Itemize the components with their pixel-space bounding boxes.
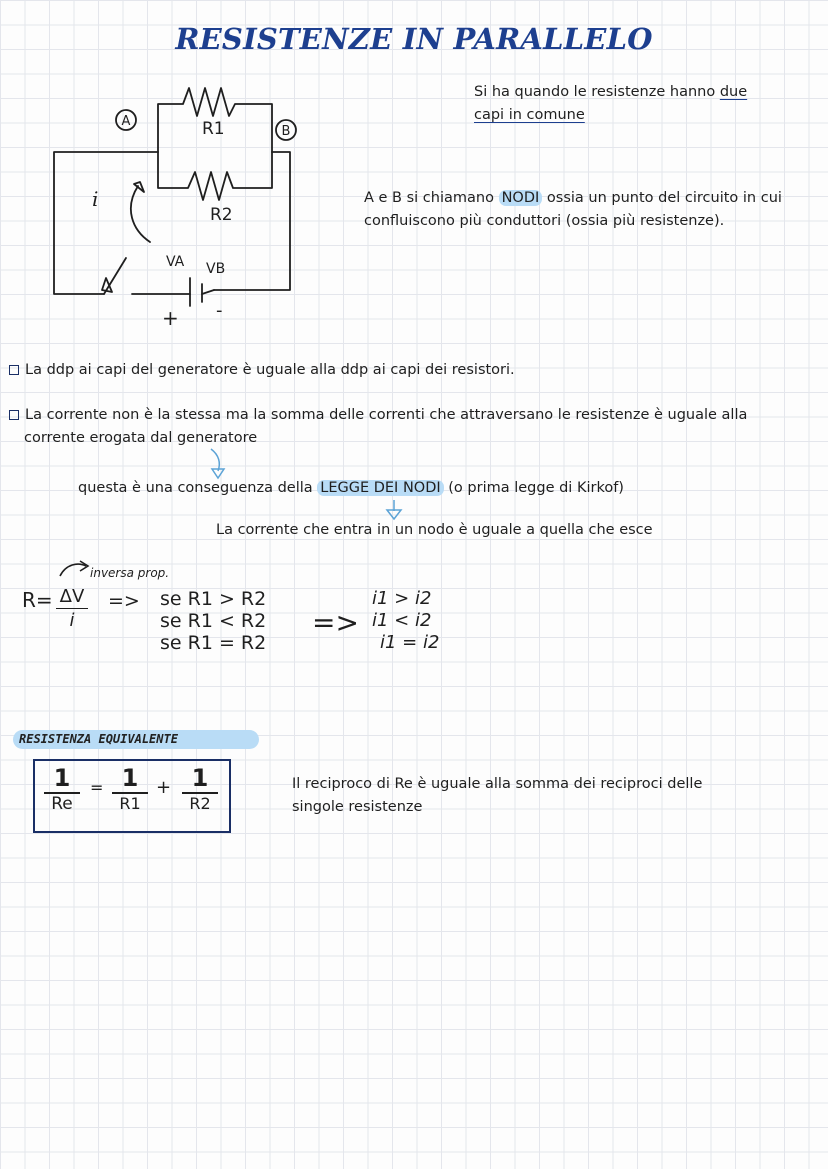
- nodes-prefix: A e B si chiamano: [364, 190, 499, 206]
- r1-label: R1: [202, 119, 225, 139]
- switch: [104, 258, 126, 294]
- equals-sign: =: [90, 778, 104, 797]
- bullet-2-text: La corrente non è la stessa ma la somma delle correnti che attraversano le resistenze è uguale alla: [25, 407, 748, 423]
- legge-dei-nodi: LEGGE DEI NODI: [317, 480, 443, 496]
- va-label: VA: [166, 254, 185, 270]
- section-heading: RESISTENZA EQUIVALENTE: [13, 730, 259, 749]
- equivalent-desc-line1: Il reciproco di Re è uguale alla somma dei reciproci delle: [292, 776, 703, 792]
- vb-label: VB: [206, 261, 226, 277]
- frac3-den: R2: [189, 794, 211, 813]
- frac1-num: 1: [44, 764, 80, 794]
- node-b-label: B: [281, 124, 291, 139]
- inverse-prop-note: inversa prop.: [90, 566, 170, 580]
- ohm-numerator: ΔV: [56, 586, 88, 609]
- equivalent-desc: [292, 773, 702, 819]
- implies-arrow: =>: [108, 590, 140, 612]
- big-implies-arrow: =>: [312, 606, 359, 639]
- plus-label: +: [162, 306, 179, 330]
- intro-line1: Si ha quando le resistenze hanno: [474, 84, 720, 100]
- r2-label: R2: [210, 205, 233, 225]
- left-wire: [54, 152, 158, 294]
- frac2-num: 1: [112, 764, 148, 794]
- page-title: RESISTENZE IN PARALLELO: [175, 22, 653, 56]
- result-1: i1 > i2: [372, 588, 432, 609]
- arrow-down-icon: [384, 499, 404, 521]
- intro-text: [474, 81, 747, 127]
- case-1: se R1 > R2: [160, 588, 267, 610]
- r-eq: R=: [22, 588, 53, 612]
- r2-branch: [158, 152, 272, 200]
- frac3-num: 1: [182, 764, 218, 794]
- checkbox-icon: [9, 365, 19, 375]
- results-list: [372, 588, 439, 654]
- current-label: i: [92, 187, 99, 211]
- result-3: i1 = i2: [380, 632, 440, 653]
- consequence-prefix: questa è una conseguenza della: [78, 480, 318, 496]
- bullet-2-cont: corrente erogata dal generatore: [24, 430, 258, 446]
- frac2-den: R1: [119, 794, 141, 813]
- arrow-down-icon: [205, 447, 233, 481]
- bullet-1: [9, 359, 515, 382]
- nodes-suffix: ossia un punto del circuito in cui: [542, 190, 782, 206]
- consequence-line: [78, 477, 624, 500]
- result-2: i1 < i2: [372, 610, 432, 631]
- plus-sign: +: [156, 777, 172, 798]
- cases-list: [160, 588, 266, 654]
- nodes-line2: confluiscono più conduttori (ossia più resistenze).: [364, 213, 725, 229]
- circuit-diagram: [40, 80, 320, 330]
- case-3: se R1 = R2: [160, 632, 267, 654]
- nodes-highlight: NODI: [499, 190, 543, 206]
- case-2: se R1 < R2: [160, 610, 267, 632]
- ohm-denominator: i: [69, 610, 75, 631]
- intro-capi: capi in comune: [474, 107, 585, 123]
- frac1-den: Re: [51, 794, 73, 814]
- node-a-label: A: [121, 114, 131, 129]
- bullet-1-text: La ddp ai capi del generatore è uguale alla ddp ai capi dei resistori.: [25, 362, 515, 378]
- consequence-suffix: (o prima legge di Kirkof): [443, 480, 624, 496]
- equivalent-desc-line2: singole resistenze: [292, 799, 423, 815]
- nodes-text: [364, 187, 782, 233]
- current-arc: [131, 186, 150, 242]
- intro-due: due: [719, 84, 748, 100]
- node-law: La corrente che entra in un nodo è uguale a quella che esce: [216, 522, 653, 538]
- checkbox-icon: [9, 410, 19, 420]
- bullet-2: [9, 404, 747, 450]
- minus-label: -: [216, 300, 223, 321]
